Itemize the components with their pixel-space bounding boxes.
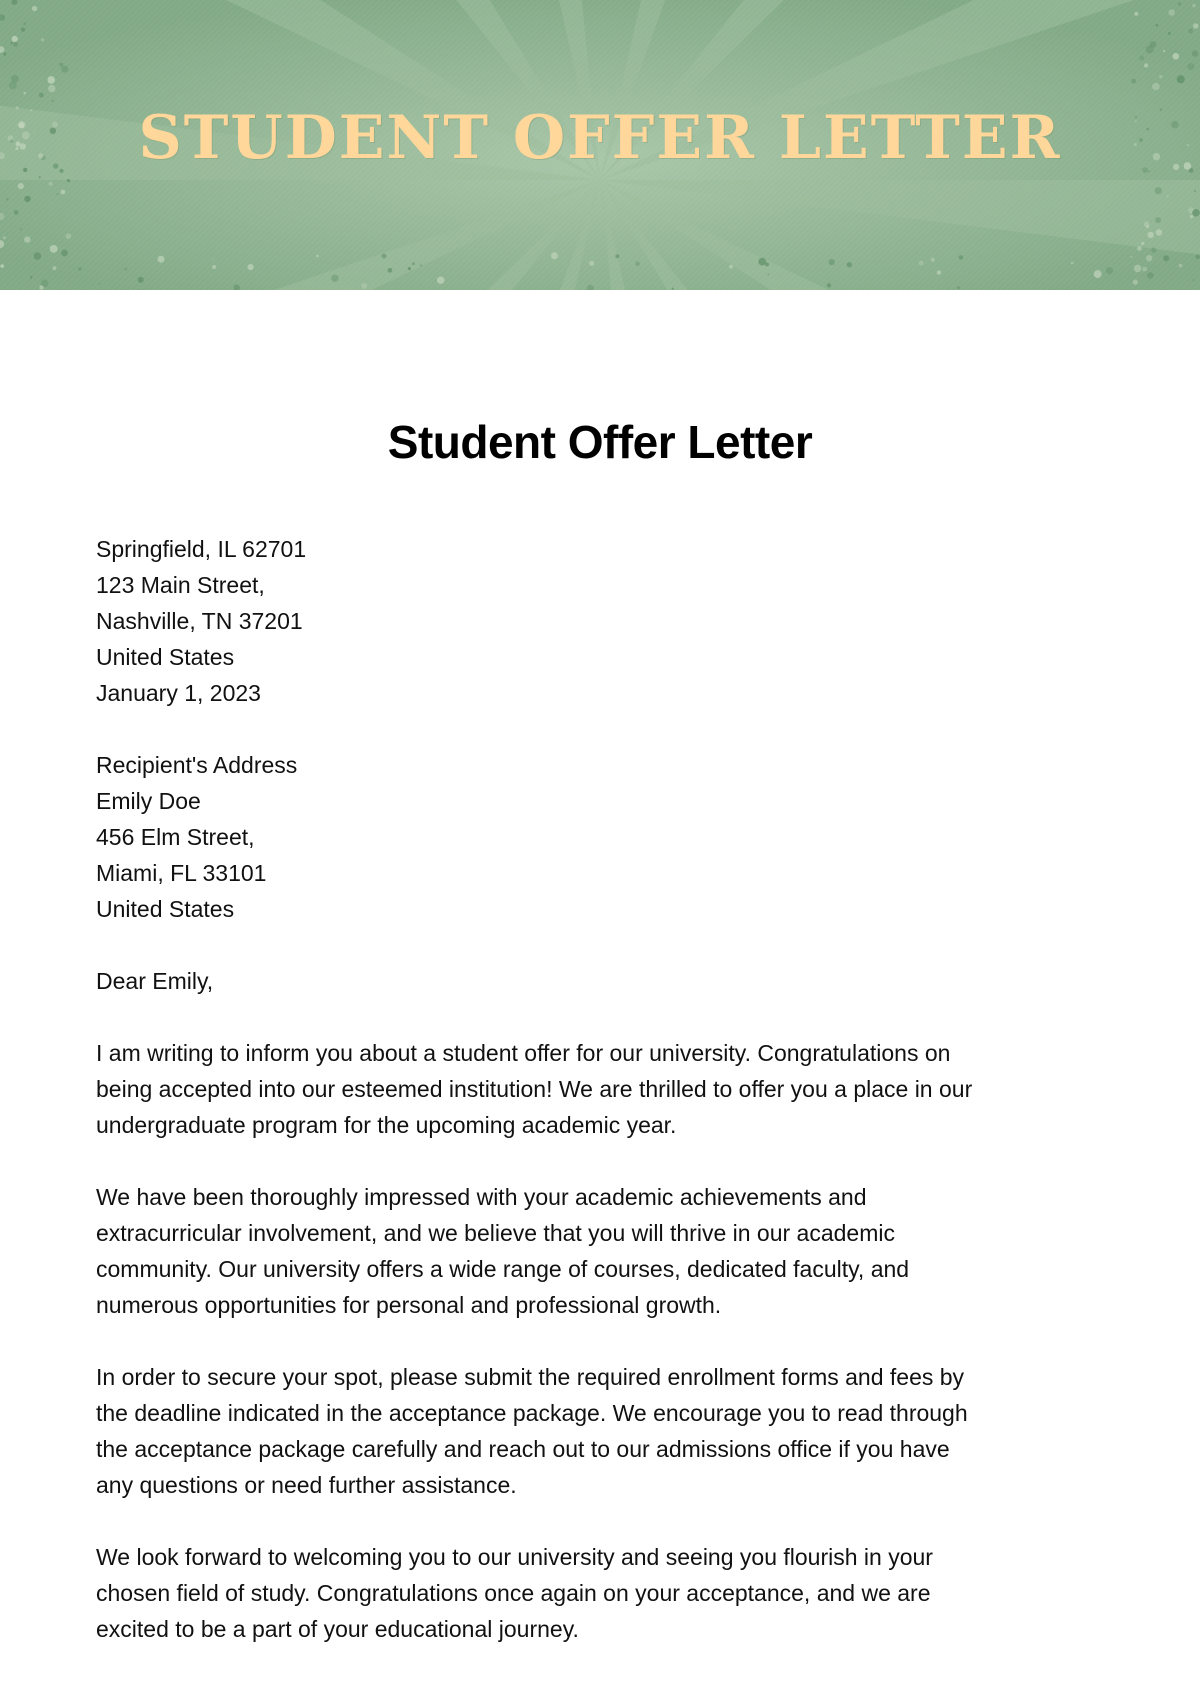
grunge-speck [767,274,769,276]
grunge-speck [758,258,766,266]
grunge-speck [1139,56,1144,61]
sender-address-line: Nashville, TN 37201 [96,608,303,634]
paragraph-line: In order to secure your spot, please submit the required enrollment forms and fees by [96,1364,965,1390]
grunge-speck [212,265,216,269]
grunge-speck [1190,215,1193,218]
header-banner [0,0,1200,290]
grunge-speck [1134,12,1138,16]
grunge-speck [1134,265,1142,273]
grunge-speck [32,6,37,11]
grunge-speck [729,265,733,269]
grunge-speck [11,75,19,83]
grunge-speck [39,285,43,289]
grunge-speck [1094,270,1102,278]
grunge-speck [1142,267,1147,272]
grunge-speck [1166,195,1168,197]
grunge-speck [0,264,4,268]
grunge-speck [1168,9,1175,16]
grunge-speck [47,76,55,84]
paragraph-line: extracurricular involvement, and we believe that you will thrive in our academic [96,1220,895,1246]
sender-address-line: United States [96,644,235,670]
grunge-speck [23,22,26,25]
paragraph-line: any questions or need further assistance. [96,1472,517,1498]
paragraph-line: numerous opportunities for personal and professional growth. [96,1292,722,1318]
grunge-speck [52,266,56,270]
grunge-speck [24,236,30,242]
grunge-speck [1131,79,1136,84]
grunge-speck [408,267,411,270]
grunge-speck [919,261,924,266]
grunge-speck [672,288,674,290]
grunge-speck [1141,242,1144,245]
recipient-address-line: United States [96,896,235,922]
grunge-speck [14,210,19,215]
paragraph-line: I am writing to inform you about a student offer for our university. Congratulations on [96,1040,951,1066]
grunge-speck [248,264,254,270]
recipient-address-label: Recipient's Address [96,752,298,778]
sender-address [96,531,1106,711]
salutation-text: Dear Emily, [96,968,214,994]
grunge-speck [158,256,165,263]
grunge-speck [437,277,444,284]
grunge-speck [1192,209,1200,217]
grunge-speck [1156,229,1162,235]
salutation [96,963,1106,999]
grunge-speck [1131,256,1133,258]
grunge-speck [39,93,44,98]
grunge-speck [66,233,72,239]
paragraph-line: excited to be a part of your educational journey. [96,1616,579,1642]
grunge-speck [829,259,835,265]
grunge-speck [1163,255,1169,261]
grunge-speck [1150,41,1157,48]
grunge-speck [1155,187,1162,194]
paragraph-line: the acceptance package carefully and reach out to our admissions office if you have [96,1436,950,1462]
grunge-speck [388,268,393,273]
body-paragraph [96,1539,1106,1647]
grunge-speck [1152,83,1160,91]
grunge-speck [1159,75,1162,78]
grunge-speck [1168,32,1171,35]
grunge-speck [1163,50,1165,52]
grunge-speck [1156,24,1159,27]
body-paragraph [96,1359,1106,1503]
body-paragraph [96,1179,1106,1323]
grunge-speck [20,228,22,230]
grunge-speck [847,262,852,267]
grunge-speck [937,270,941,274]
banner-title: STUDENT OFFER LETTER [138,103,1062,173]
grunge-speck [420,264,422,266]
grunge-speck [1146,255,1152,261]
recipient-address-line: Miami, FL 33101 [96,860,267,886]
grunge-speck [56,193,58,195]
recipient-address [96,747,1106,927]
grunge-speck [1187,63,1194,70]
grunge-speck [61,190,66,195]
letter-body [96,531,1106,1683]
grunge-speck [23,92,26,95]
grunge-speck [931,258,935,262]
grunge-speck [3,52,7,56]
grunge-speck [49,182,53,186]
grunge-speck [331,275,338,282]
grunge-speck [34,252,42,260]
grunge-speck [1137,246,1142,251]
grunge-speck [412,262,415,265]
paragraph-line: the deadline indicated in the acceptance package. We encourage you to read through [96,1400,968,1426]
grunge-speck [635,261,640,266]
grunge-speck [67,179,70,182]
grunge-speck [48,85,55,92]
grunge-speck [30,276,33,279]
grunge-speck [3,236,6,239]
recipient-address-line: 456 Elm Street, [96,824,255,850]
document-title: Student Offer Letter [387,416,813,468]
grunge-speck [1133,280,1138,285]
grunge-speck [38,176,40,178]
grunge-speck [1155,217,1161,223]
grunge-speck [1144,221,1150,227]
grunge-speck [1071,262,1074,265]
grunge-speck [12,36,18,42]
grunge-speck [10,42,13,45]
grunge-speck [61,250,68,257]
grunge-speck [1192,50,1198,56]
grunge-speck [24,196,30,202]
grunge-speck [382,254,387,259]
grunge-speck [959,255,964,260]
grunge-speck [589,261,594,266]
grunge-speck [99,283,101,285]
grunge-speck [957,286,960,289]
grunge-speck [1178,2,1181,5]
grunge-speck [361,283,367,289]
grunge-speck [1188,29,1193,34]
letter-date: January 1, 2023 [96,680,261,706]
grunge-speck [1144,63,1148,67]
grunge-speck [59,63,63,67]
grunge-speck [1194,190,1196,192]
grunge-speck [6,198,9,201]
paragraph-line: We have been thoroughly impressed with your academic achievements and [96,1184,867,1210]
grunge-speck [61,66,68,73]
grunge-speck [1151,248,1156,253]
body-paragraph [96,1035,1106,1143]
grunge-speck [78,267,81,270]
sender-address-line: Springfield, IL 62701 [96,536,307,562]
grunge-speck [18,183,24,189]
paragraph-line: undergraduate program for the upcoming academic year. [96,1112,677,1138]
grunge-speck [213,259,215,261]
grunge-speck [1173,53,1180,60]
grunge-speck [1147,272,1153,278]
grunge-speck [1193,23,1199,29]
paragraph-line: We look forward to welcoming you to our university and seeing you flourish in your [96,1544,933,1570]
grunge-speck [13,42,18,47]
grunge-speck [41,38,44,41]
grunge-speck [1148,232,1154,238]
grunge-speck [138,277,144,283]
grunge-speck [551,252,558,259]
grunge-speck [1192,4,1196,8]
sender-address-line: 123 Main Street, [96,572,265,598]
paragraph-line: being accepted into our esteemed institution! We are thrilled to offer you a place in our [96,1076,973,1102]
grunge-speck [1193,279,1195,281]
grunge-speck [827,283,831,287]
grunge-speck [1177,75,1185,83]
grunge-speck [615,254,619,258]
grunge-speck [1106,267,1113,274]
grunge-speck [21,28,25,32]
paragraph-line: community. Our university offers a wide range of courses, dedicated faculty, and [96,1256,910,1282]
grunge-speck [1179,264,1183,268]
grunge-speck [316,255,319,258]
grunge-speck [1196,255,1200,259]
grunge-speck [124,268,127,271]
paragraph-line: chosen field of study. Congratulations once again on your acceptance, and we are [96,1580,931,1606]
grunge-speck [50,246,52,248]
recipient-name: Emily Doe [96,788,201,814]
